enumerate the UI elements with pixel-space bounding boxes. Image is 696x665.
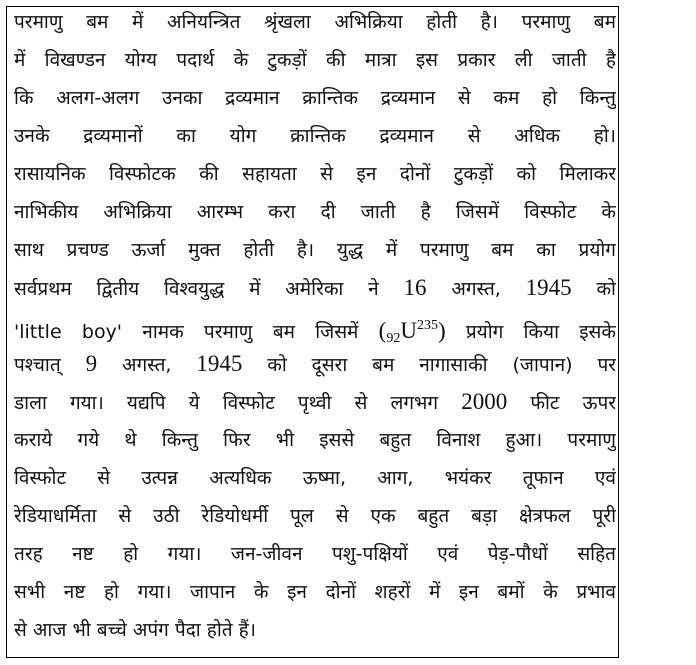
paragraph-line-15: तरह नष्ट हो गया। जन-जीवन पशु-पक्षियों एवं पेड़-पौधों सहित	[14, 543, 616, 565]
paragraph-line-8	[14, 269, 616, 307]
bomb-name: 'little boy'	[14, 321, 123, 343]
date-1-day: 16	[403, 275, 427, 300]
line-9-text-end: प्रयोग किया इसके	[465, 321, 616, 343]
paragraph-line-2: में विखण्डन योग्य पदार्थ के टुकड़ों की मात्रा इस प्रकार ली जाती है	[14, 49, 616, 71]
paragraph-line-6: नाभिकीय अभिक्रिया आरम्भ करा दी जाती है जिसमें विस्फोट के	[14, 201, 616, 223]
height-value: 2000	[461, 389, 508, 414]
paragraph-line-13: विस्फोट से उत्पन्न अत्यधिक ऊष्मा, आग, भयंकर तूफान एवं	[14, 467, 616, 489]
paragraph-line-17: से आज भी बच्चे अपंग पैदा होते हैं।	[14, 619, 256, 641]
isotope-close-paren: )	[437, 318, 446, 343]
date-1-suffix: को	[596, 278, 616, 300]
date-1-month: अगस्त,	[451, 278, 501, 300]
uranium-isotope	[378, 318, 446, 345]
date-1-year: 1945	[525, 275, 572, 300]
line-10-text-end: को दूसरा बम नागासाकी (जापान) पर	[267, 354, 616, 376]
paragraph-line-9	[14, 307, 616, 345]
date-2-day: 9	[85, 351, 98, 376]
line-9-text: नामक परमाणु बम जिसमें	[142, 321, 359, 343]
isotope-symbol: U	[400, 318, 417, 343]
paragraph-line-12: कराये गये थे किन्तु फिर भी इससे बहुत विनाश हुआ। परमाणु	[14, 429, 616, 451]
isotope-atomic-number: 92	[386, 331, 401, 345]
line-10-text: पश्चात्	[14, 354, 61, 376]
paragraph-line-3: कि अलग-अलग उनका द्रव्यमान क्रान्तिक द्रव्यमान से कम हो किन्तु	[14, 87, 616, 109]
paragraph-line-7: साथ प्रचण्ड ऊर्जा मुक्त होती है। युद्ध में परमाणु बम का प्रयोग	[14, 239, 616, 261]
paragraph-line-5: रासायनिक विस्फोटक की सहायता से इन दोनों टुकड़ों को मिलाकर	[14, 163, 616, 185]
paragraph-line-10	[14, 345, 616, 383]
date-2-year: 1945	[196, 351, 243, 376]
line-8-text: सर्वप्रथम द्वितीय विश्वयुद्ध में अमेरिका ने	[14, 278, 379, 300]
isotope-mass-number: 235	[416, 318, 438, 333]
line-11-text: डाला गया। यद्यपि ये विस्फोट पृथ्वी से लगभग	[14, 392, 439, 414]
paragraph-line-4: उनके द्रव्यमानों का योग क्रान्तिक द्रव्यमान से अधिक हो।	[14, 125, 616, 147]
paragraph-line-14: रेडियाधर्मिता से उठी रेडियोधर्मी पूल से एक बहुत बड़ा क्षेत्रफल पूरी	[14, 505, 616, 527]
isotope-open-paren: (	[378, 318, 387, 343]
line-11-text-end: फीट ऊपर	[530, 392, 616, 414]
paragraph-line-11	[14, 383, 616, 421]
date-2-month: अगस्त,	[121, 354, 172, 376]
paragraph-line-1: परमाणु बम में अनियन्त्रित श्रृंखला अभिक्रिया होती है। परमाणु बम	[14, 11, 616, 33]
paragraph-line-16: सभी नष्ट हो गया। जापान के इन दोनों शहरों में इन बमों के प्रभाव	[14, 581, 616, 603]
